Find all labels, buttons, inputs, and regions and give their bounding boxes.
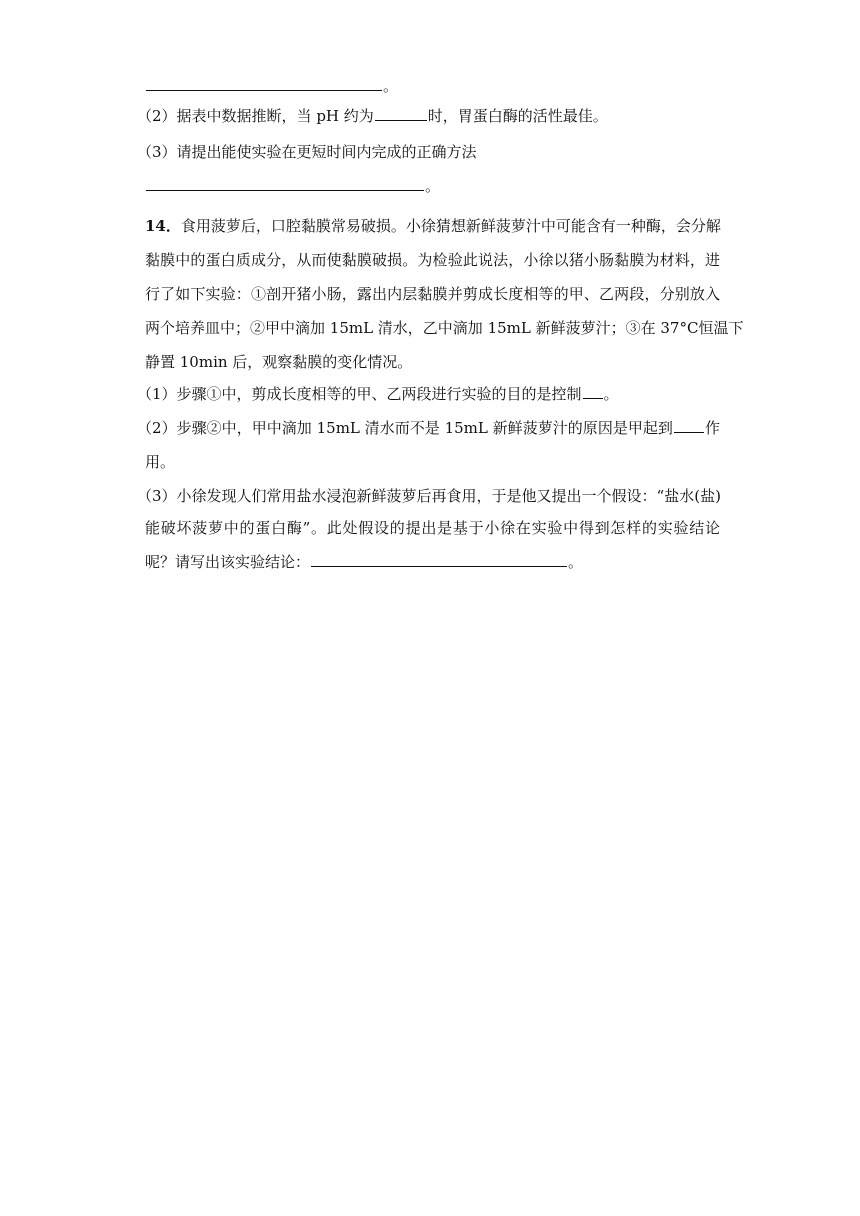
q14-stem-line-5: 静置 10min 后，观察黏膜的变化情况。 [145,353,413,371]
q14-stem-line-2: 黏膜中的蛋白质成分，从而使黏膜破损。为检验此说法，小徐以猪小肠黏膜为材料，进 [145,251,720,269]
q14-stem-line-4: 两个培养皿中；②甲中滴加 15mL 清水，乙中滴加 15mL 新鲜菠萝汁；③在 37°C恒温下 [145,319,744,337]
q13-method-blank[interactable] [146,176,424,191]
q14-stem-line-3: 行了如下实验：①剖开猪小肠，露出内层黏膜并剪成长度相等的甲、乙两段，分别放入 [145,285,720,303]
q14-role-blank[interactable] [674,418,704,433]
q14-stem-line-1: 14．食用菠萝后，口腔黏膜常易破损。小徐猜想新鲜菠萝汁中可能含有一种酶，会分解 [145,217,721,235]
q13-answer-line-3: 。 [145,176,720,196]
q14-part-3-line-2: 能破坏菠萝中的蛋白酶”。此处假设的提出是基于小徐在实验中得到怎样的实验结论 [145,519,720,537]
q14-variable-blank[interactable] [583,384,603,399]
q14-conclusion-blank[interactable] [311,552,567,567]
q14-part-2-line-1: （2）步骤②中，甲中滴加 15mL 清水而不是 15mL 新鲜菠萝汁的原因是甲起到 作 [137,419,720,437]
q13-part-2: （2）据表中数据推断，当 pH 约为 时，胃蛋白酶的活性最佳。 [137,107,608,125]
q14-part-3-line-1: （3）小徐发现人们常用盐水浸泡新鲜菠萝后再食用，于是他又提出一个假设：“盐水(盐) [137,487,721,505]
q13-ph-blank[interactable] [375,106,427,121]
q14-part-1: （1）步骤①中，剪成长度相等的甲、乙两段进行实验的目的是控制 。 [137,385,619,403]
q13-part-3: （3）请提出能使实验在更短时间内完成的正确方法 [137,143,477,161]
q14-part-2-line-2: 用。 [145,453,176,471]
q13-answer-blank-1[interactable] [146,76,382,91]
q13-answer-line-1: 。 [145,76,720,96]
q14-number: 14． [145,217,181,235]
q14-part-3-line-3: 呢？请写出该实验结论： 。 [145,553,584,571]
